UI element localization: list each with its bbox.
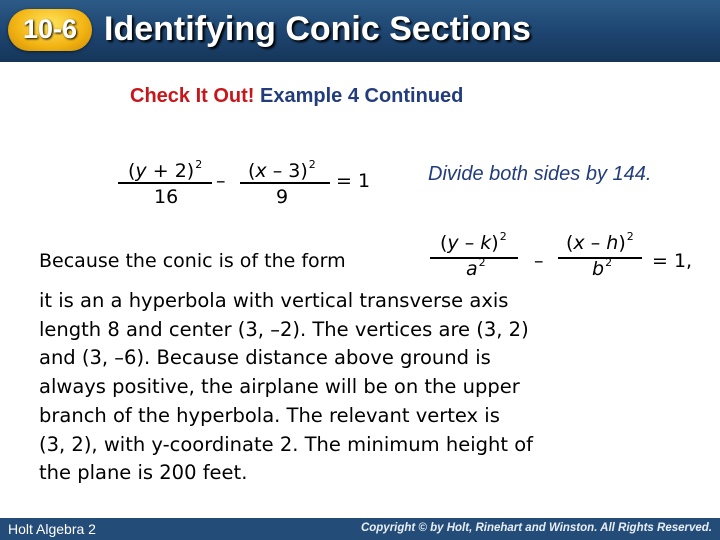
slide-title: Identifying Conic Sections (104, 10, 531, 48)
step-note: Divide both sides by 144. (428, 163, 652, 185)
equation-denominator-2: 9 (276, 186, 289, 208)
slide-footer (0, 518, 720, 540)
equation-numerator-2: (x – 3)$^2$ (248, 158, 316, 182)
form-lead-text: Because the conic is of the form (39, 250, 346, 272)
fraction-bar-2 (240, 182, 330, 184)
footer-copyright: Copyright © by Holt, Rinehart and Winston. All Rights Reserved. (360, 522, 712, 534)
equation-denominator-1: 16 (154, 186, 179, 208)
equation-numerator-1: $(y + 2)^2$ (128, 158, 203, 182)
fraction-bar-1 (118, 182, 212, 184)
form-numerator-2: (x – h)$^2$ (566, 230, 634, 254)
equation-minus: – (216, 170, 226, 192)
form-tail: = 1, (652, 250, 693, 272)
footer-course: Holt Algebra 2 (8, 521, 96, 537)
example-label: Example 4 Continued (260, 85, 464, 107)
explanation-paragraph: it is an a hyperbola with vertical transverse axis length 8 and center (3, –2). The vertices are (3, 2) and (3, –6). Because distance above ground is always positive, the airplane will be on the upper branch of the hyperbola. The relevant vertex is (3, 2), with y-coordinate 2. The minimum height of the plane is 200 feet. (39, 289, 533, 485)
lesson-number: 10-6 (22, 14, 78, 44)
form-minus: – (534, 250, 544, 272)
equation-equals: = 1 (336, 170, 371, 192)
form-denominator-2: $b^2$ (592, 256, 613, 280)
check-it-out-label: Check It Out! (130, 85, 255, 107)
slide-header (0, 0, 720, 62)
form-numerator-1: (y – k)$^2$ (440, 230, 507, 254)
example-heading (130, 85, 463, 108)
lesson-badge (8, 9, 92, 51)
form-denominator-1: $a^2$ (466, 256, 486, 280)
